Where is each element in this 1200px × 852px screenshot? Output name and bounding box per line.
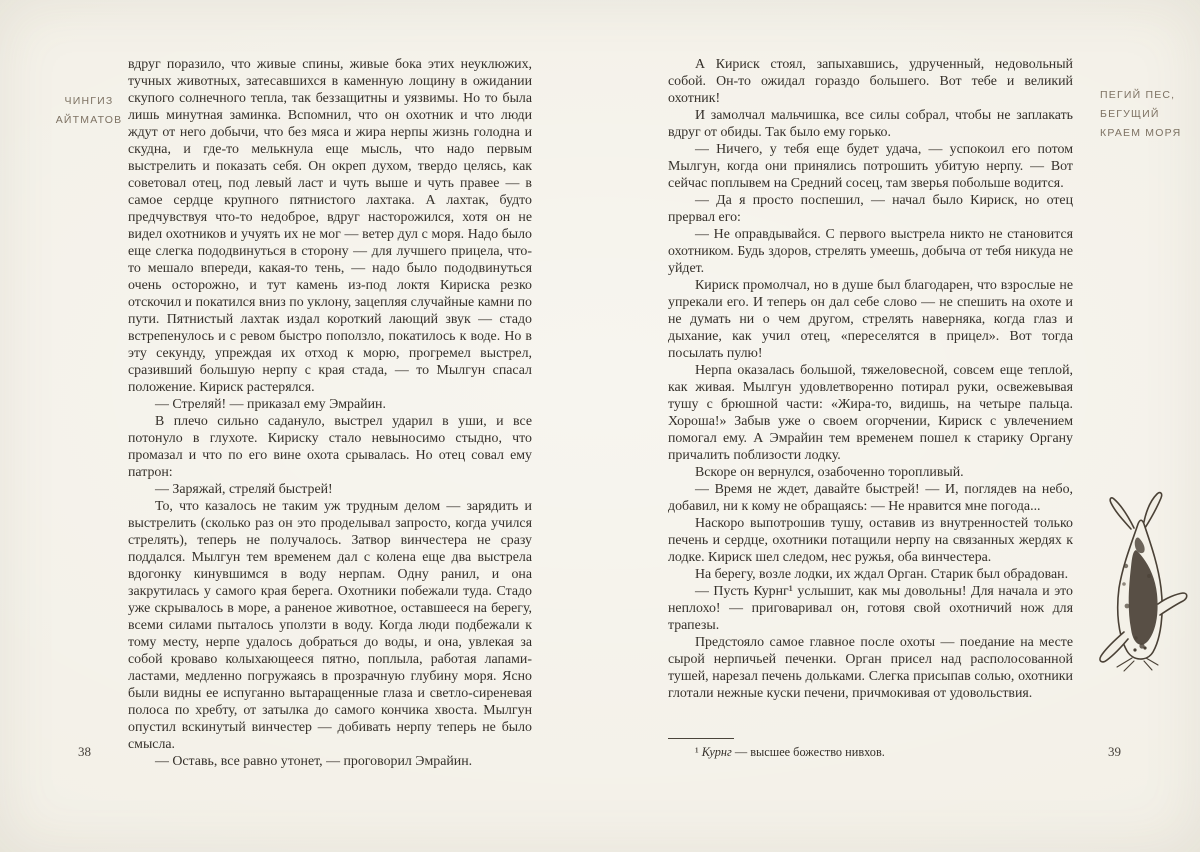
page-number-left: 38 bbox=[78, 744, 91, 759]
footnote-rule bbox=[668, 738, 734, 739]
running-head-title-line1: ПЕГИЙ ПЕС, bbox=[1100, 89, 1176, 101]
paragraph: — Не оправдывайся. С первого выстрела никто не становится охотником. Будь здоров, стрелять умеешь, добыча от тебя никуда не уйдет. bbox=[668, 227, 1073, 276]
paragraph: И замолчал мальчишка, все силы собрал, чтобы не заплакать вдруг от обиды. Так было ему горько. bbox=[668, 108, 1073, 140]
page-number-right: 39 bbox=[1108, 744, 1121, 759]
seal-illustration bbox=[1086, 488, 1188, 683]
running-head-title-line3: КРАЕМ МОРЯ bbox=[1100, 127, 1182, 139]
left-page-text bbox=[128, 56, 532, 772]
paragraph: Наскоро выпотрошив тушу, оставив из внутренностей только печень и сердце, охотники потащили нерпу на связанных жердях к лодке. Кириск шел следом, нес ружья, оба винчестера. bbox=[668, 516, 1073, 565]
footnote-marker: ¹ bbox=[695, 745, 699, 759]
paragraph: В плечо сильно садануло, выстрел ударил в уши, и все потонуло в глухоте. Кириску стало невыносимо стыдно, что промазал и что по его вине охота срывалась. Но отец совал ему патрон: bbox=[128, 414, 532, 480]
paragraph: — Да я просто поспешил, — начал было Кириск, но отец прервал его: bbox=[668, 193, 1073, 225]
paragraph: — Ничего, у тебя еще будет удача, — успокоил его потом Мылгун, когда они принялись потрошить убитую нерпу. — Вот сейчас поплывем на Средний сосец, там зверья побольше водится. bbox=[668, 142, 1073, 191]
paragraph: То, что казалось не таким уж трудным делом — зарядить и выстрелить (сколько раз он это проделывал запросто, когда учился стрелять), теперь не получалось. Затвор винчестера не сразу поддался. Мылгун тем временем дал с колена еще два выстрела вдогонку кинувшимся в воду нерпам. Одну ранил, и она закрутилась у самого края берега. Охотники побежали туда. Стадо уже скрывалось в море, а раненое животное, оставшееся на берегу, всеми силами пыталось уползти в воду. Когда люди подбежали к тому месту, нерпе удалось добраться до воды, и она, увлекая за собой кроваво колыхающееся пятно, поплыла, работая лапами-ластами, медленно погружаясь в прозрачную глубину моря. Ясно были видны ее испуганно вытаращенные глаза и светло-сиреневая полоса по хребту, от затылка до самого кончика хвоста. Мылгун опустил вскинутый винчестер — добивать нерпу теперь не было смысла. bbox=[128, 499, 532, 752]
footnote-body: — высшее божество нивхов. bbox=[734, 745, 885, 759]
paragraph: — Оставь, все равно утонет, — проговорил Эмрайин. bbox=[155, 754, 473, 769]
running-head-title bbox=[1100, 86, 1195, 143]
footnote-text bbox=[668, 745, 1073, 760]
footnote bbox=[668, 738, 1073, 760]
paragraph: — Пусть Курнг¹ услышит, как мы довольны! Для начала и это неплохо! — приговаривал он, готовя свой охотничий нож для трапезы. bbox=[668, 584, 1073, 633]
seal-ink-sketch-icon bbox=[1086, 488, 1188, 683]
paragraph: Нерпа оказалась большой, тяжеловесной, совсем еще теплой, как живая. Мылгун удовлетворенно потирал руки, освежевывая тушу с брюшной части: «Жира-то, видишь, на четыре пальца. Хороша!» Забыв уже о своем огорчении, Кириск с увлечением помогал ему. А Эмрайин тем временем пошел к старику Органу причалить поблизости лодку. bbox=[668, 363, 1073, 463]
paragraph: Кириск промолчал, но в душе был благодарен, что взрослые не упрекали его. И теперь он дал себе слово — не спешить на охоте и не думать ни о чем другом, стрелять наверняка, когда глаз и дыхание, как учил отец, «переселятся в прицел». Вот тогда посылать пулю! bbox=[668, 278, 1073, 361]
paragraph: вдруг поразило, что живые спины, живые бока этих неуклюжих, тучных животных, затесавшихся в каменную лощину в ожидании скупого солнечного тепла, так беззащитны и уязвимы. Но то была лишь минутная заминка. Вспомнил, что он охотник и что люди ждут от него добычи, что без мяса и жира нерпы жизнь голодна и скудна, и где-то мелькнула еще мысль, что надо первым выстрелить и показать себя. Он окреп духом, твердо целясь, как советовал отец, под левый ласт и чуть выше и чуть правее — в самое сердце крупного пятнистого лахтака. А лахтак, будто предчувствуя что-то недоброе, вдруг насторожился, хотя он не видел охотников и учуять их не мог — ветер дул с моря. Надо было еще слегка пододвинуться в сторону — для лучшего прицела, что-то мешало впереди, какая-то тень, — надо было пододвинуться очень осторожно, и тут камень из-под локтя Кириска резко отскочил и покатился вниз по уклону, зацепляя случайные камни по пути. Пятнистый лахтак издал короткий лающий звук — стадо встрепенулось и с ревом быстро поползло, покатилось к воде. Но в эту секунду, упреждая их отход к морю, прогремел выстрел, сразивший большую нерпу с края стада, — то Мылгун спасал положение. Кириск растерялся. bbox=[128, 57, 532, 395]
running-head-author bbox=[50, 92, 128, 130]
paragraph: — Заряжай, стреляй быстрей! bbox=[155, 482, 333, 497]
running-head-author-line1: ЧИНГИЗ bbox=[64, 95, 114, 107]
paragraph: А Кириск стоял, запыхавшись, удрученный, недовольный собой. Он-то ожидал гораздо большего. Вот тебе и великий охотник! bbox=[668, 57, 1073, 106]
paragraph: — Стреляй! — приказал ему Эмрайин. bbox=[155, 397, 386, 412]
paragraph: — Время не ждет, давайте быстрей! — И, поглядев на небо, добавил, ни к кому не обращаясь: — Не нравится мне погода... bbox=[668, 482, 1073, 514]
footnote-term: Курнг bbox=[701, 745, 732, 759]
right-page-text bbox=[668, 56, 1073, 738]
running-head-author-line2: АЙТМАТОВ bbox=[55, 114, 123, 126]
paragraph: На берегу, возле лодки, их ждал Орган. Старик был обрадован. bbox=[695, 567, 1069, 582]
paragraph: Предстояло самое главное после охоты — поедание на месте сырой нерпичьей печенки. Орган присел над располосованной тушей, нарезал печень дольками. Слегка присыпав солью, охотники глотали нежные куски печени, причмокивая от удовольствия. bbox=[668, 635, 1073, 701]
paragraph: Вскоре он вернулся, озабоченно торопливый. bbox=[695, 465, 964, 480]
running-head-title-line2: БЕГУЩИЙ bbox=[1100, 108, 1160, 120]
